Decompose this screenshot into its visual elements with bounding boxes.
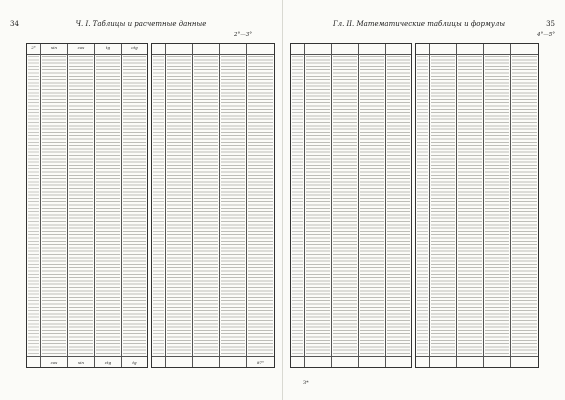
column-footer: ctg: [104, 360, 112, 365]
right-range-label: 4°—5°: [537, 32, 555, 38]
trig-table-left-a: [26, 43, 148, 368]
trig-table-right-b: [415, 43, 539, 368]
column-tg: [95, 44, 122, 367]
left-range-label: 2°—3°: [234, 32, 252, 38]
column-header: sin: [51, 45, 57, 50]
right-page-number: 35: [546, 20, 555, 28]
column-ctg: [122, 44, 147, 367]
left-page: [0, 0, 282, 400]
trig-table-left-b: [151, 43, 275, 368]
left-page-number: 34: [10, 20, 19, 28]
right-page: [283, 0, 565, 400]
column-footer: sin: [78, 360, 84, 365]
column-footer: cos: [50, 360, 58, 365]
right-page-header: [283, 20, 565, 32]
right-running-title: Гл. II. Математические таблицы и формулы: [332, 20, 506, 28]
column-degree: [27, 44, 41, 367]
left-page-header: [0, 20, 282, 32]
column-sin: [41, 44, 68, 367]
column-footer: tg: [132, 360, 137, 365]
column-header: 2°: [31, 45, 36, 50]
column-cos: [68, 44, 95, 367]
table-row: [69, 56, 93, 355]
table-row: [96, 56, 120, 355]
table-row: [28, 56, 39, 355]
right-footer-mark: 3*: [303, 380, 309, 386]
column-header: tg: [105, 45, 111, 50]
left-running-title: Ч. I. Таблицы и расчетные данные: [75, 20, 207, 28]
trig-table-right-a: [290, 43, 412, 368]
column-header: cos: [77, 45, 85, 50]
table-row: [123, 56, 146, 355]
column-footer: 87°: [256, 360, 265, 365]
table-row: [42, 56, 66, 355]
column-header: ctg: [131, 45, 138, 50]
